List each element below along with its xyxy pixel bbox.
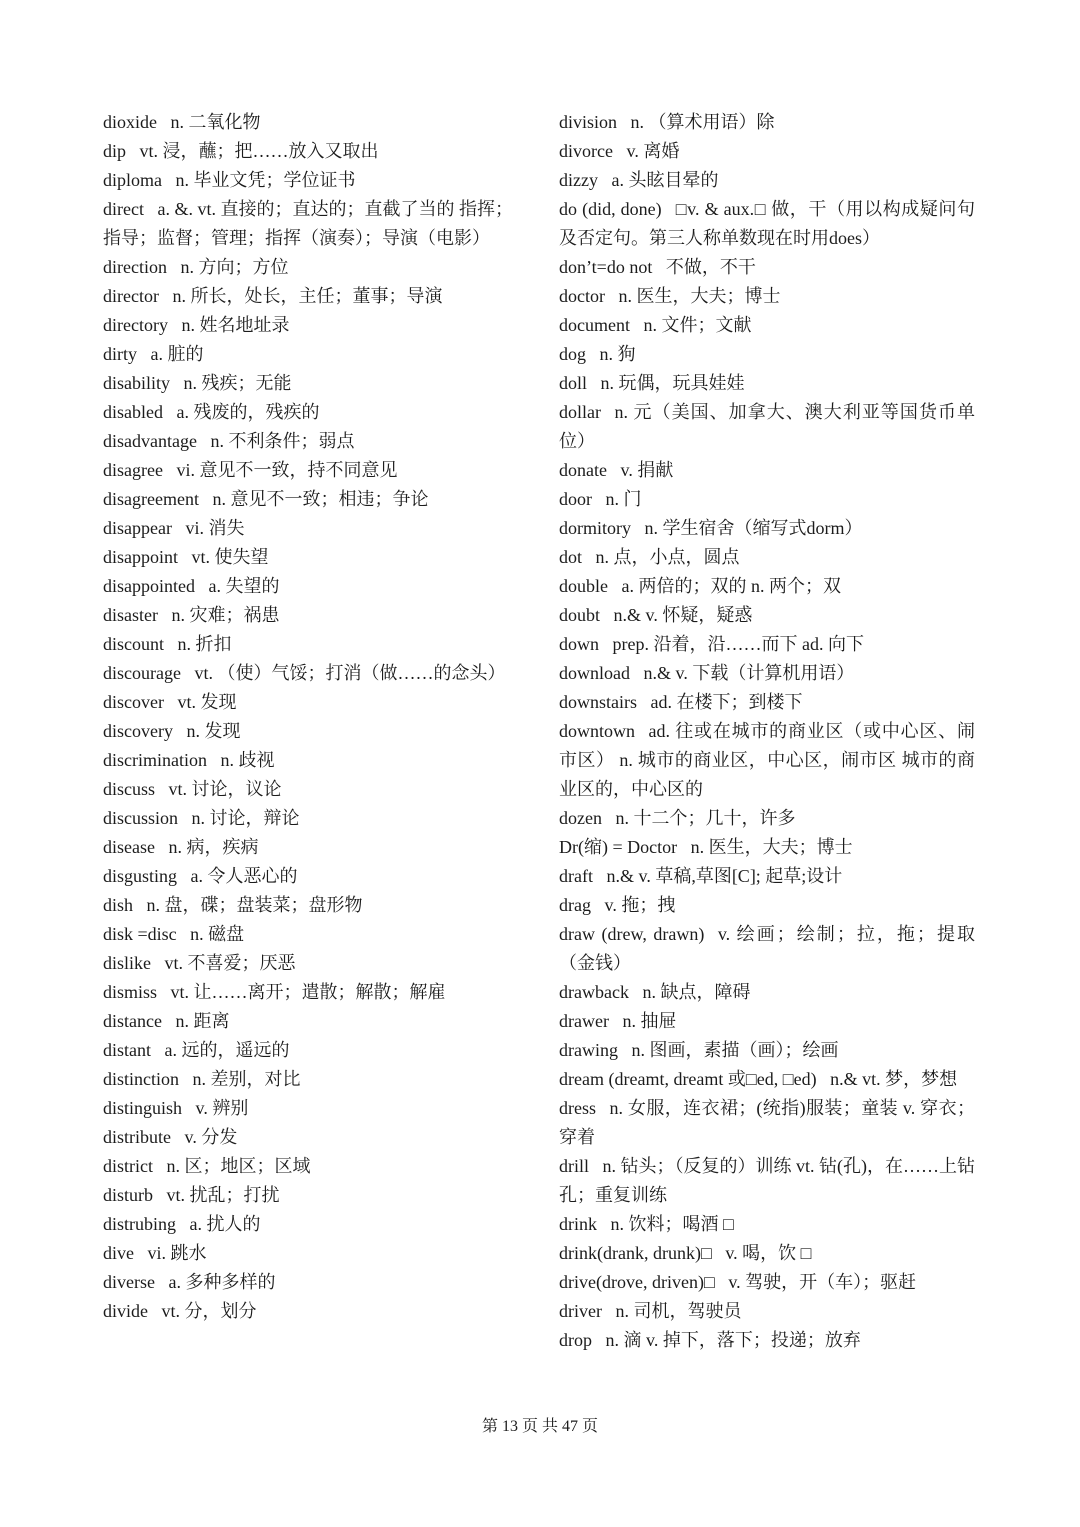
entry-word: draw (drew, drawn) <box>559 924 705 944</box>
entry-word: dip <box>103 141 127 161</box>
entry-definition: n. 病，疾病 <box>168 837 259 857</box>
entry-word: doll <box>559 373 588 393</box>
vocab-entry <box>559 398 975 456</box>
entry-definition: v. 驾驶，开（车）；驱赶 <box>728 1272 917 1292</box>
vocab-entry <box>559 978 975 1007</box>
entry-definition: n. 二氧化物 <box>170 112 261 132</box>
vocab-entry <box>103 1239 513 1268</box>
vocab-entry <box>559 108 975 137</box>
entry-definition: prep. 沿着，沿……而下 ad. 向下 <box>612 634 864 654</box>
entry-definition: n. 灾难；祸患 <box>171 605 280 625</box>
entry-word: directory <box>103 315 168 335</box>
entry-word: dive <box>103 1243 134 1263</box>
vocab-entry <box>559 253 975 282</box>
entry-definition: vt. 不喜爱；厌恶 <box>164 953 296 973</box>
entry-word: direct <box>103 199 144 219</box>
entry-word: drive(drove, driven)□ <box>559 1272 715 1292</box>
vocab-entry <box>559 688 975 717</box>
entry-word: dream (dreamt, dreamt 或□ed, □ed) <box>559 1069 817 1089</box>
entry-definition: n. 磁盘 <box>190 924 245 944</box>
entry-word: dozen <box>559 808 602 828</box>
entry-word: distinction <box>103 1069 179 1089</box>
vocab-entry <box>103 891 513 920</box>
entry-word: discuss <box>103 779 156 799</box>
entry-word: dollar <box>559 402 601 422</box>
entry-definition: a. 头眩目晕的 <box>611 170 719 190</box>
entry-word: district <box>103 1156 153 1176</box>
vocab-entry <box>559 804 975 833</box>
entry-definition: v. 捐献 <box>620 460 674 480</box>
entry-word: disappointed <box>103 576 195 596</box>
entry-word: doubt <box>559 605 601 625</box>
entry-word: disgusting <box>103 866 178 886</box>
vocab-entry <box>103 485 513 514</box>
vocab-entry <box>103 862 513 891</box>
entry-definition: vt. 分，划分 <box>161 1301 257 1321</box>
entry-definition: vt. 浸，蘸；把……放入又取出 <box>139 141 379 161</box>
entry-word: distrubing <box>103 1214 177 1234</box>
vocab-entry <box>103 514 513 543</box>
entry-definition: n. 医生，大夫；博士 <box>618 286 781 306</box>
entry-definition: n. 方向；方位 <box>180 257 289 277</box>
vocab-entry <box>103 311 513 340</box>
entry-definition: n. 差别，对比 <box>192 1069 301 1089</box>
entry-definition: n. 意见不一致；相违；争论 <box>212 489 429 509</box>
entry-definition: n. 女服，连衣裙；(统指)服装；童装 v. 穿衣；穿着 <box>559 1098 975 1147</box>
entry-word: dish <box>103 895 134 915</box>
entry-definition: vt. （使）气馁；打消（做……的念头） <box>194 663 506 683</box>
vocab-entry <box>103 456 513 485</box>
vocab-entry <box>559 1065 975 1094</box>
vocab-entry <box>559 166 975 195</box>
entry-word: disappear <box>103 518 172 538</box>
vocab-entry <box>103 1181 513 1210</box>
entry-definition: ad. 在楼下；到楼下 <box>650 692 803 712</box>
vocab-entry <box>559 572 975 601</box>
entry-definition: v. 喝，饮 □ <box>725 1243 812 1263</box>
entry-definition: a. 残废的，残疾的 <box>176 402 320 422</box>
entry-word: downtown <box>559 721 635 741</box>
entry-definition: n. 抽屉 <box>622 1011 677 1031</box>
entry-word: discourage <box>103 663 181 683</box>
entry-word: drag <box>559 895 591 915</box>
vocab-entry <box>103 543 513 572</box>
vocab-entry <box>103 1036 513 1065</box>
entry-word: drink <box>559 1214 597 1234</box>
entry-definition: n. 图画，素描（画）；绘画 <box>631 1040 839 1060</box>
entry-word: dot <box>559 547 583 567</box>
entry-definition: n. 医生，大夫；博士 <box>690 837 853 857</box>
entry-definition: ad. 往或在城市的商业区（或中心区、闹市区） n. 城市的商业区，中心区，闹市区 城市的商业区的，中心区的 <box>559 721 975 799</box>
entry-definition: a. 两倍的；双的 n. 两个；双 <box>621 576 841 596</box>
vocab-entry <box>559 195 975 253</box>
entry-word: doctor <box>559 286 605 306</box>
entry-definition: n. 饮料；喝酒 □ <box>610 1214 734 1234</box>
entry-definition: a. 多种多样的 <box>168 1272 276 1292</box>
entry-word: driver <box>559 1301 602 1321</box>
vocab-entry <box>559 891 975 920</box>
vocab-entry <box>103 949 513 978</box>
entry-word: divide <box>103 1301 148 1321</box>
entry-word: door <box>559 489 592 509</box>
entry-word: distribute <box>103 1127 171 1147</box>
vocab-entry <box>559 1007 975 1036</box>
vocab-entry <box>103 166 513 195</box>
vocab-entry <box>559 862 975 891</box>
entry-word: drawback <box>559 982 629 1002</box>
vocab-entry <box>103 746 513 775</box>
entry-definition: vi. 意见不一致，持不同意见 <box>176 460 398 480</box>
vocab-entry <box>559 1210 975 1239</box>
entry-definition: n. 玩偶，玩具娃娃 <box>600 373 745 393</box>
vocab-entry <box>559 1036 975 1065</box>
vocab-entry <box>103 398 513 427</box>
vocab-entry <box>103 137 513 166</box>
vocab-entry <box>103 833 513 862</box>
entry-definition: v. 辨别 <box>195 1098 249 1118</box>
entry-definition: n.& v. 草稿,草图[C]; 起草;设计 <box>606 866 843 886</box>
entry-word: donate <box>559 460 607 480</box>
entry-word: dizzy <box>559 170 598 190</box>
entry-word: diverse <box>103 1272 155 1292</box>
vocab-entry <box>559 456 975 485</box>
vocab-entry <box>103 1210 513 1239</box>
entry-definition: n. 不利条件；弱点 <box>210 431 355 451</box>
entry-word: drawer <box>559 1011 609 1031</box>
entry-word: divorce <box>559 141 613 161</box>
vocab-entry <box>103 340 513 369</box>
entry-word: division <box>559 112 618 132</box>
entry-definition: n.& v. 下载（计算机用语） <box>643 663 855 683</box>
entry-word: discussion <box>103 808 179 828</box>
vocab-entry <box>559 1239 975 1268</box>
entry-definition: vi. 跳水 <box>147 1243 207 1263</box>
entry-word: disk =disc <box>103 924 177 944</box>
vocab-list-left-column <box>103 108 513 1326</box>
vocab-entry <box>559 340 975 369</box>
entry-definition: □v. & aux.□ 做，干（用以构成疑问句及否定句。第三人称单数现在时用does） <box>559 199 975 248</box>
entry-definition: n. 狗 <box>599 344 636 364</box>
entry-word: disagree <box>103 460 163 480</box>
entry-definition: vt. 使失望 <box>191 547 269 567</box>
entry-definition: a. &. vt. 直接的；直达的；直截了当的 指挥；指导；监督；管理；指挥（演奏）；导演（电影） <box>103 199 513 248</box>
entry-definition: vt. 发现 <box>177 692 237 712</box>
vocab-entry <box>103 688 513 717</box>
page-number-footer: 第 13 页 共 47 页 <box>481 1418 598 1435</box>
entry-word: discovery <box>103 721 173 741</box>
vocab-entry <box>559 137 975 166</box>
vocab-entry <box>559 543 975 572</box>
entry-word: disaster <box>103 605 158 625</box>
entry-definition: vt. 让……离开；遣散；解散；解雇 <box>170 982 446 1002</box>
entry-definition: a. 远的，遥远的 <box>164 1040 290 1060</box>
vocab-entry <box>103 108 513 137</box>
entry-definition: n. 元（美国、加拿大、澳大利亚等国货币单位） <box>559 402 975 451</box>
entry-word: drink(drank, drunk)□ <box>559 1243 712 1263</box>
entry-definition: a. 失望的 <box>208 576 280 596</box>
entry-word: drop <box>559 1330 592 1350</box>
entry-definition: n. 歧视 <box>220 750 275 770</box>
entry-word: draft <box>559 866 593 886</box>
entry-word: download <box>559 663 630 683</box>
entry-word: dislike <box>103 953 151 973</box>
entry-word: distant <box>103 1040 151 1060</box>
entry-word: discover <box>103 692 164 712</box>
entry-word: drill <box>559 1156 589 1176</box>
vocab-entry <box>559 369 975 398</box>
entry-word: disagreement <box>103 489 199 509</box>
vocab-entry <box>559 1094 975 1152</box>
entry-word: drawing <box>559 1040 618 1060</box>
entry-definition: n. 残疾；无能 <box>183 373 292 393</box>
entry-definition: n. 司机，驾驶员 <box>615 1301 742 1321</box>
vocab-entry <box>103 717 513 746</box>
entry-definition: n. 所长，处长，主任；董事；导演 <box>172 286 443 306</box>
entry-definition: v. 离婚 <box>626 141 680 161</box>
entry-definition: n. 毕业文凭；学位证书 <box>175 170 356 190</box>
entry-definition: vt. 扰乱；打扰 <box>166 1185 280 1205</box>
vocab-entry <box>103 253 513 282</box>
vocab-entry <box>103 775 513 804</box>
entry-definition: n. 讨论，辩论 <box>191 808 300 828</box>
entry-definition: n. 缺点，障碍 <box>642 982 751 1002</box>
entry-word: dormitory <box>559 518 631 538</box>
entry-definition: v. 绘画；绘制；拉，拖；提取（金钱） <box>559 924 975 973</box>
entry-definition: n. 学生宿舍（缩写式dorm） <box>644 518 863 538</box>
vocab-entry <box>559 485 975 514</box>
entry-word: disabled <box>103 402 163 422</box>
entry-definition: n. 点，小点，圆点 <box>595 547 740 567</box>
vocab-entry <box>103 1065 513 1094</box>
entry-definition: a. 扰人的 <box>189 1214 261 1234</box>
entry-word: direction <box>103 257 167 277</box>
entry-word: disturb <box>103 1185 154 1205</box>
vocab-entry <box>559 1152 975 1210</box>
entry-word: director <box>103 286 159 306</box>
entry-word: discount <box>103 634 164 654</box>
vocab-entry <box>103 1268 513 1297</box>
entry-definition: n. （算术用语）除 <box>630 112 775 132</box>
vocab-entry <box>559 1326 975 1355</box>
entry-word: disease <box>103 837 155 857</box>
entry-word: distance <box>103 1011 162 1031</box>
entry-word: diploma <box>103 170 162 190</box>
entry-definition: n. 滴 v. 掉下，落下；投递；放弃 <box>605 1330 861 1350</box>
entry-word: Dr(缩) = Doctor <box>559 837 678 857</box>
entry-definition: n.& v. 怀疑，疑惑 <box>613 605 753 625</box>
vocab-entry <box>103 630 513 659</box>
entry-definition: n. 折扣 <box>177 634 232 654</box>
entry-word: document <box>559 315 630 335</box>
entry-definition: vt. 讨论，议论 <box>168 779 282 799</box>
vocab-entry <box>559 601 975 630</box>
entry-word: distinguish <box>103 1098 183 1118</box>
vocab-entry <box>103 1007 513 1036</box>
entry-definition: v. 分发 <box>184 1127 238 1147</box>
entry-word: down <box>559 634 599 654</box>
vocab-entry <box>103 427 513 456</box>
vocab-entry <box>103 1123 513 1152</box>
entry-definition: n. 文件；文献 <box>643 315 752 335</box>
vocab-entry <box>103 659 513 688</box>
entry-word: dress <box>559 1098 596 1118</box>
entry-word: don’t=do not <box>559 257 653 277</box>
vocab-entry <box>559 833 975 862</box>
vocab-entry <box>559 1268 975 1297</box>
vocab-entry <box>103 804 513 833</box>
entry-word: disappoint <box>103 547 178 567</box>
vocab-entry <box>559 630 975 659</box>
entry-definition: n. 门 <box>605 489 642 509</box>
vocab-entry <box>103 1094 513 1123</box>
entry-definition: 不做，不干 <box>665 257 756 277</box>
entry-definition: n. 盘，碟；盘装菜；盘形物 <box>146 895 363 915</box>
entry-word: discrimination <box>103 750 207 770</box>
vocab-entry <box>103 572 513 601</box>
vocab-entry <box>103 195 513 253</box>
vocab-entry <box>103 1297 513 1326</box>
entry-word: downstairs <box>559 692 637 712</box>
vocab-entry <box>559 311 975 340</box>
entry-definition: n. 钻头；（反复的）训练 vt. 钻(孔)，在……上钻孔；重复训练 <box>559 1156 975 1205</box>
entry-definition: n. 发现 <box>186 721 241 741</box>
vocab-entry <box>103 978 513 1007</box>
entry-word: double <box>559 576 608 596</box>
vocab-entry <box>559 659 975 688</box>
entry-definition: a. 脏的 <box>150 344 204 364</box>
entry-word: do (did, done) <box>559 199 662 219</box>
entry-word: disadvantage <box>103 431 197 451</box>
vocab-entry <box>103 369 513 398</box>
entry-definition: n. 区；地区；区域 <box>166 1156 311 1176</box>
entry-word: dismiss <box>103 982 158 1002</box>
vocab-entry <box>559 514 975 543</box>
vocab-entry <box>559 282 975 311</box>
vocab-entry <box>103 920 513 949</box>
vocab-list-right-column <box>559 108 975 1355</box>
vocab-entry <box>103 1152 513 1181</box>
entry-word: disability <box>103 373 170 393</box>
entry-definition: n. 姓名地址录 <box>181 315 290 335</box>
entry-word: dioxide <box>103 112 157 132</box>
entry-definition: n. 十二个；几十，许多 <box>615 808 796 828</box>
vocab-entry <box>103 282 513 311</box>
entry-word: dirty <box>103 344 137 364</box>
entry-definition: v. 拖；拽 <box>604 895 676 915</box>
vocab-entry <box>559 920 975 978</box>
vocab-entry <box>559 1297 975 1326</box>
entry-definition: a. 令人恶心的 <box>190 866 298 886</box>
entry-definition: vi. 消失 <box>185 518 245 538</box>
vocab-entry <box>103 601 513 630</box>
entry-definition: n.& vt. 梦，梦想 <box>830 1069 958 1089</box>
entry-word: dog <box>559 344 586 364</box>
entry-definition: n. 距离 <box>175 1011 230 1031</box>
vocab-entry <box>559 717 975 804</box>
